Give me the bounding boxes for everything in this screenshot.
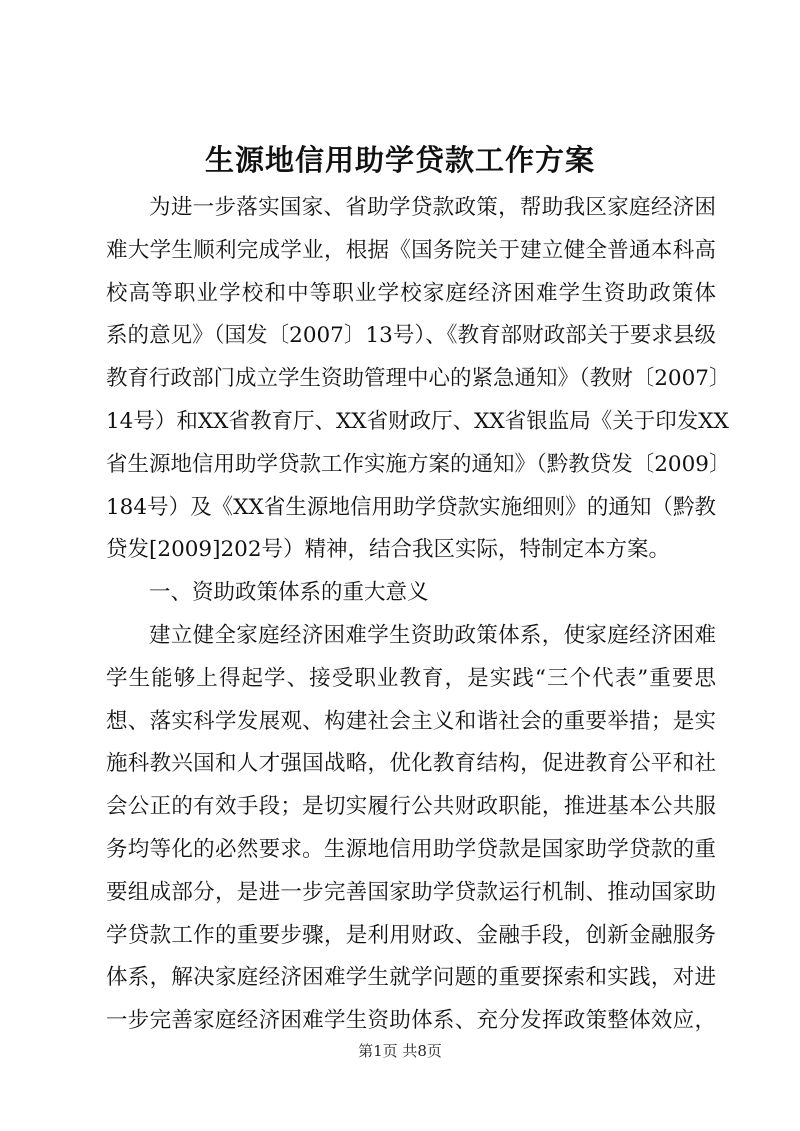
- paragraph-line: 14号）和XX省教育厅、XX省财政厅、XX省银监局《关于印发XX: [106, 408, 729, 434]
- page-number-footer: 第1页 共8页: [358, 1042, 442, 1060]
- paragraph-line: 务均等化的必然要求。生源地信用助学贷款是国家助学贷款的重: [106, 836, 716, 862]
- paragraph-line: 学生能够上得起学、接受职业教育，是实践“三个代表”重要思: [106, 665, 716, 691]
- paragraph-line: 为进一步落实国家、省助学贷款政策，帮助我区家庭经济困: [149, 195, 716, 220]
- page-title: 生源地信用助学贷款工作方案: [204, 143, 595, 177]
- paragraph-line: 省生源地信用助学贷款工作实施方案的通知》（黔教贷发〔2009〕: [106, 451, 731, 477]
- paragraph-line: 学贷款工作的重要步骤，是利用财政、金融手段，创新金融服务: [106, 922, 716, 948]
- paragraph-line: 教育行政部门成立学生资助管理中心的紧急通知》（教财〔2007〕: [106, 366, 731, 392]
- paragraph-line: 184号）及《XX省生源地信用助学贷款实施细则》的通知（黔教: [106, 494, 716, 520]
- paragraph-line: 想、落实科学发展观、构建社会主义和谐社会的重要举措；是实: [106, 708, 716, 734]
- section-heading: 一、资助政策体系的重大意义: [149, 580, 429, 606]
- paragraph-line: 系的意见》（国发〔2007〕13号）、《教育部财政部关于要求县级: [106, 323, 716, 349]
- paragraph-line: 体系，解决家庭经济困难学生就学问题的重要探索和实践，对进: [106, 965, 716, 991]
- paragraph-line: 要组成部分，是进一步完善国家助学贷款运行机制、推动国家助: [106, 879, 716, 905]
- paragraph-line: 难大学生顺利完成学业，根据《国务院关于建立健全普通本科高: [106, 237, 716, 263]
- document-body: [106, 188, 731, 1044]
- paragraph-line: 校高等职业学校和中等职业学校家庭经济困难学生资助政策体: [106, 280, 716, 306]
- paragraph-line: 一步完善家庭经济困难学生资助体系、充分发挥政策整体效应，: [106, 1008, 716, 1034]
- paragraph-line: 贷发[2009]202号）精神，结合我区实际，特制定本方案。: [106, 537, 671, 563]
- paragraph-line: 会公正的有效手段；是切实履行公共财政职能，推进基本公共服: [106, 794, 716, 820]
- paragraph-line: 建立健全家庭经济困难学生资助政策体系，使家庭经济困难: [149, 622, 716, 648]
- paragraph-line: 施科教兴国和人才强国战略，优化教育结构，促进教育公平和社: [106, 751, 716, 777]
